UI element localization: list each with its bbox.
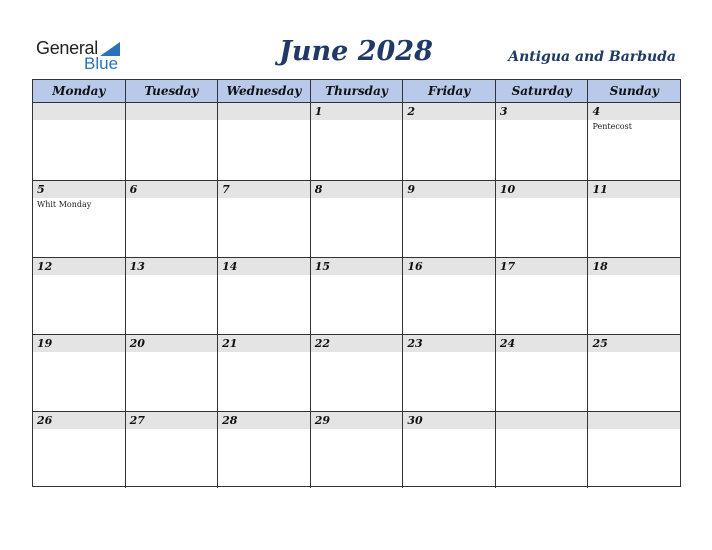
day-cell [587, 412, 680, 488]
day-cell [217, 181, 310, 257]
day-cell [587, 181, 680, 257]
day-cell [402, 103, 495, 180]
day-header-strip [218, 181, 310, 198]
weekday-header [33, 80, 680, 103]
weeks-container [33, 103, 680, 488]
day-number: 25 [592, 337, 608, 350]
weekday-saturday: Saturday [495, 80, 588, 102]
day-number: 3 [499, 105, 508, 118]
day-number: 2 [407, 105, 415, 118]
day-number: 28 [222, 414, 238, 427]
day-cell [310, 103, 403, 180]
day-number: 16 [407, 260, 423, 273]
day-number: 21 [222, 337, 238, 350]
day-cell [33, 103, 125, 180]
weekday-wednesday: Wednesday [217, 80, 310, 102]
day-number: 24 [499, 337, 516, 350]
day-cell [495, 412, 588, 488]
day-cell [310, 335, 403, 411]
day-header-strip [218, 103, 310, 120]
day-cell [495, 181, 588, 257]
day-cell [33, 181, 125, 257]
weekday-friday: Friday [402, 80, 495, 102]
day-number: 13 [129, 260, 145, 273]
day-number: 30 [407, 414, 423, 427]
day-number: 17 [499, 260, 516, 273]
week-row [33, 334, 680, 411]
week-row [33, 411, 680, 488]
day-cell [402, 412, 495, 488]
week-row [33, 257, 680, 334]
day-header-strip [403, 103, 495, 120]
day-cell [217, 335, 310, 411]
day-cell [495, 335, 588, 411]
day-number: 4 [592, 105, 601, 118]
day-number: 20 [129, 337, 145, 350]
day-number: 26 [37, 414, 53, 427]
day-cell [402, 181, 495, 257]
day-number: 18 [592, 260, 608, 273]
day-header-strip [33, 181, 125, 198]
day-cell [125, 412, 218, 488]
holiday-label: Pentecost [592, 122, 632, 131]
day-header-strip [496, 412, 588, 429]
day-cell [125, 103, 218, 180]
day-cell [33, 258, 125, 334]
day-number: 9 [407, 183, 415, 196]
day-number: 10 [499, 183, 516, 196]
day-number: 14 [222, 260, 238, 273]
day-number: 8 [314, 183, 323, 196]
day-number: 15 [314, 260, 331, 273]
day-cell [587, 103, 680, 180]
weekday-tuesday: Tuesday [125, 80, 218, 102]
day-number: 23 [407, 337, 423, 350]
logo-text-general: General [36, 38, 98, 58]
day-number: 7 [222, 183, 230, 196]
day-cell [587, 335, 680, 411]
day-cell [402, 335, 495, 411]
day-cell [310, 258, 403, 334]
day-header-strip [33, 103, 125, 120]
day-cell [33, 412, 125, 488]
day-cell [217, 258, 310, 334]
day-cell [495, 258, 588, 334]
day-number: 6 [129, 183, 138, 196]
day-number: 22 [314, 337, 331, 350]
day-cell [310, 181, 403, 257]
day-header-strip [588, 412, 680, 429]
day-cell [125, 181, 218, 257]
weekday-thursday: Thursday [310, 80, 403, 102]
weekday-monday: Monday [52, 84, 106, 98]
week-row [33, 180, 680, 257]
country-name: Antigua and Barbuda [508, 49, 676, 65]
calendar-grid [32, 79, 681, 487]
day-number: 5 [37, 183, 45, 196]
day-cell [587, 258, 680, 334]
holiday-label: Whit Monday [37, 200, 92, 209]
day-cell [33, 335, 125, 411]
day-number: 19 [37, 337, 53, 350]
logo-text-blue: Blue [84, 54, 119, 73]
day-number: 27 [129, 414, 145, 427]
day-cell [217, 103, 310, 180]
day-header-strip [126, 103, 218, 120]
day-header-strip [403, 181, 495, 198]
day-cell [125, 335, 218, 411]
day-header-strip [311, 181, 403, 198]
day-number: 11 [592, 183, 608, 196]
day-number: 12 [37, 260, 53, 273]
day-number: 1 [314, 105, 323, 118]
day-header-strip [311, 103, 403, 120]
day-cell [495, 103, 588, 180]
day-cell [402, 258, 495, 334]
week-row [33, 103, 680, 180]
day-cell [310, 412, 403, 488]
day-header-strip [126, 181, 218, 198]
day-header-strip [496, 103, 588, 120]
day-cell [217, 412, 310, 488]
weekday-sunday: Sunday [587, 80, 680, 102]
calendar-title: June 2028 [279, 36, 433, 67]
day-number: 29 [314, 414, 331, 427]
day-cell [125, 258, 218, 334]
day-header-strip [588, 103, 680, 120]
